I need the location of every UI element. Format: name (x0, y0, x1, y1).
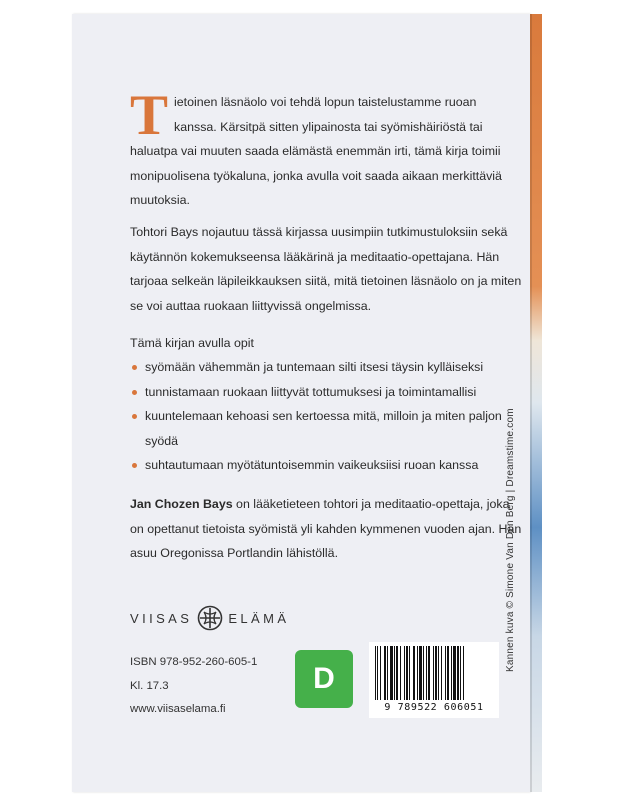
page-edge (530, 14, 542, 792)
benefit-item: tunnistamaan ruokaan liittyvät tottumuksesi ja toimintamallisi (130, 380, 522, 405)
barcode-bars-icon (375, 646, 493, 700)
d-badge: D (295, 650, 353, 708)
website: www.viisaselama.fi (130, 703, 226, 715)
benefits-intro: Tämä kirjan avulla opit (130, 336, 254, 350)
classification: Kl. 17.3 (130, 680, 169, 692)
publisher-logo (130, 603, 289, 633)
benefit-item: syömään vähemmän ja tuntemaan silti itsesi täysin kylläiseksi (130, 355, 522, 380)
intro-paragraph (130, 84, 522, 213)
book-back-cover (72, 14, 542, 792)
isbn: ISBN 978-952-260-605-1 (130, 656, 258, 668)
benefits-list (130, 355, 522, 478)
barcode-digits: 9 789522 606051 (384, 702, 484, 713)
about-book-paragraph: Tohtori Bays nojautuu tässä kirjassa uusimpiin tutkimustuloksiin sekä käytännön kokemukseensa lääkärinä ja meditaatio-opettajana. Hän tarjoaa selkeän läpileikkauksen siitä, mitä tietoinen läsnäolo on ja miten se voi auttaa ruokaan liittyvissä ongelmissa. (130, 225, 522, 313)
drop-cap: T (130, 84, 169, 147)
logo-word-left: VIISAS (130, 610, 193, 626)
intro-text: ietoinen läsnäolo voi tehdä lopun taistelustamme ruoan kanssa. Kärsitpä sitten ylipainosta tai syömishäiriöstä tai haluatpa vai muuten saada elämästä enemmän irti, tämä kirja toimii monipuolisena työkaluna, jonka avulla voit saada aikaan merkittäviä muutoksia. (130, 95, 502, 207)
cover-panel (72, 14, 530, 792)
author-bio: on lääketieteen tohtori ja meditaatio-opettaja, joka on opettanut tietoista syömistä yli kahden kymmenen vuoden ajan. Hän asuu Oregonissa Portlandin lähistöllä. (130, 497, 522, 560)
barcode (369, 642, 499, 718)
author-bio-paragraph (130, 492, 522, 566)
knot-emblem-icon (197, 605, 223, 631)
benefit-item: suhtautumaan myötätuntoisemmin vaikeuksiisi ruoan kanssa (130, 453, 522, 478)
benefit-item: kuuntelemaan kehoasi sen kertoessa mitä, milloin ja miten paljon syödä (130, 404, 522, 453)
logo-word-right: ELÄMÄ (228, 610, 290, 626)
cover-photo-credit: Kannen kuva © Simone Van Den Berg | Dreamstime.com (505, 408, 516, 672)
author-name: Jan Chozen Bays (130, 497, 233, 511)
